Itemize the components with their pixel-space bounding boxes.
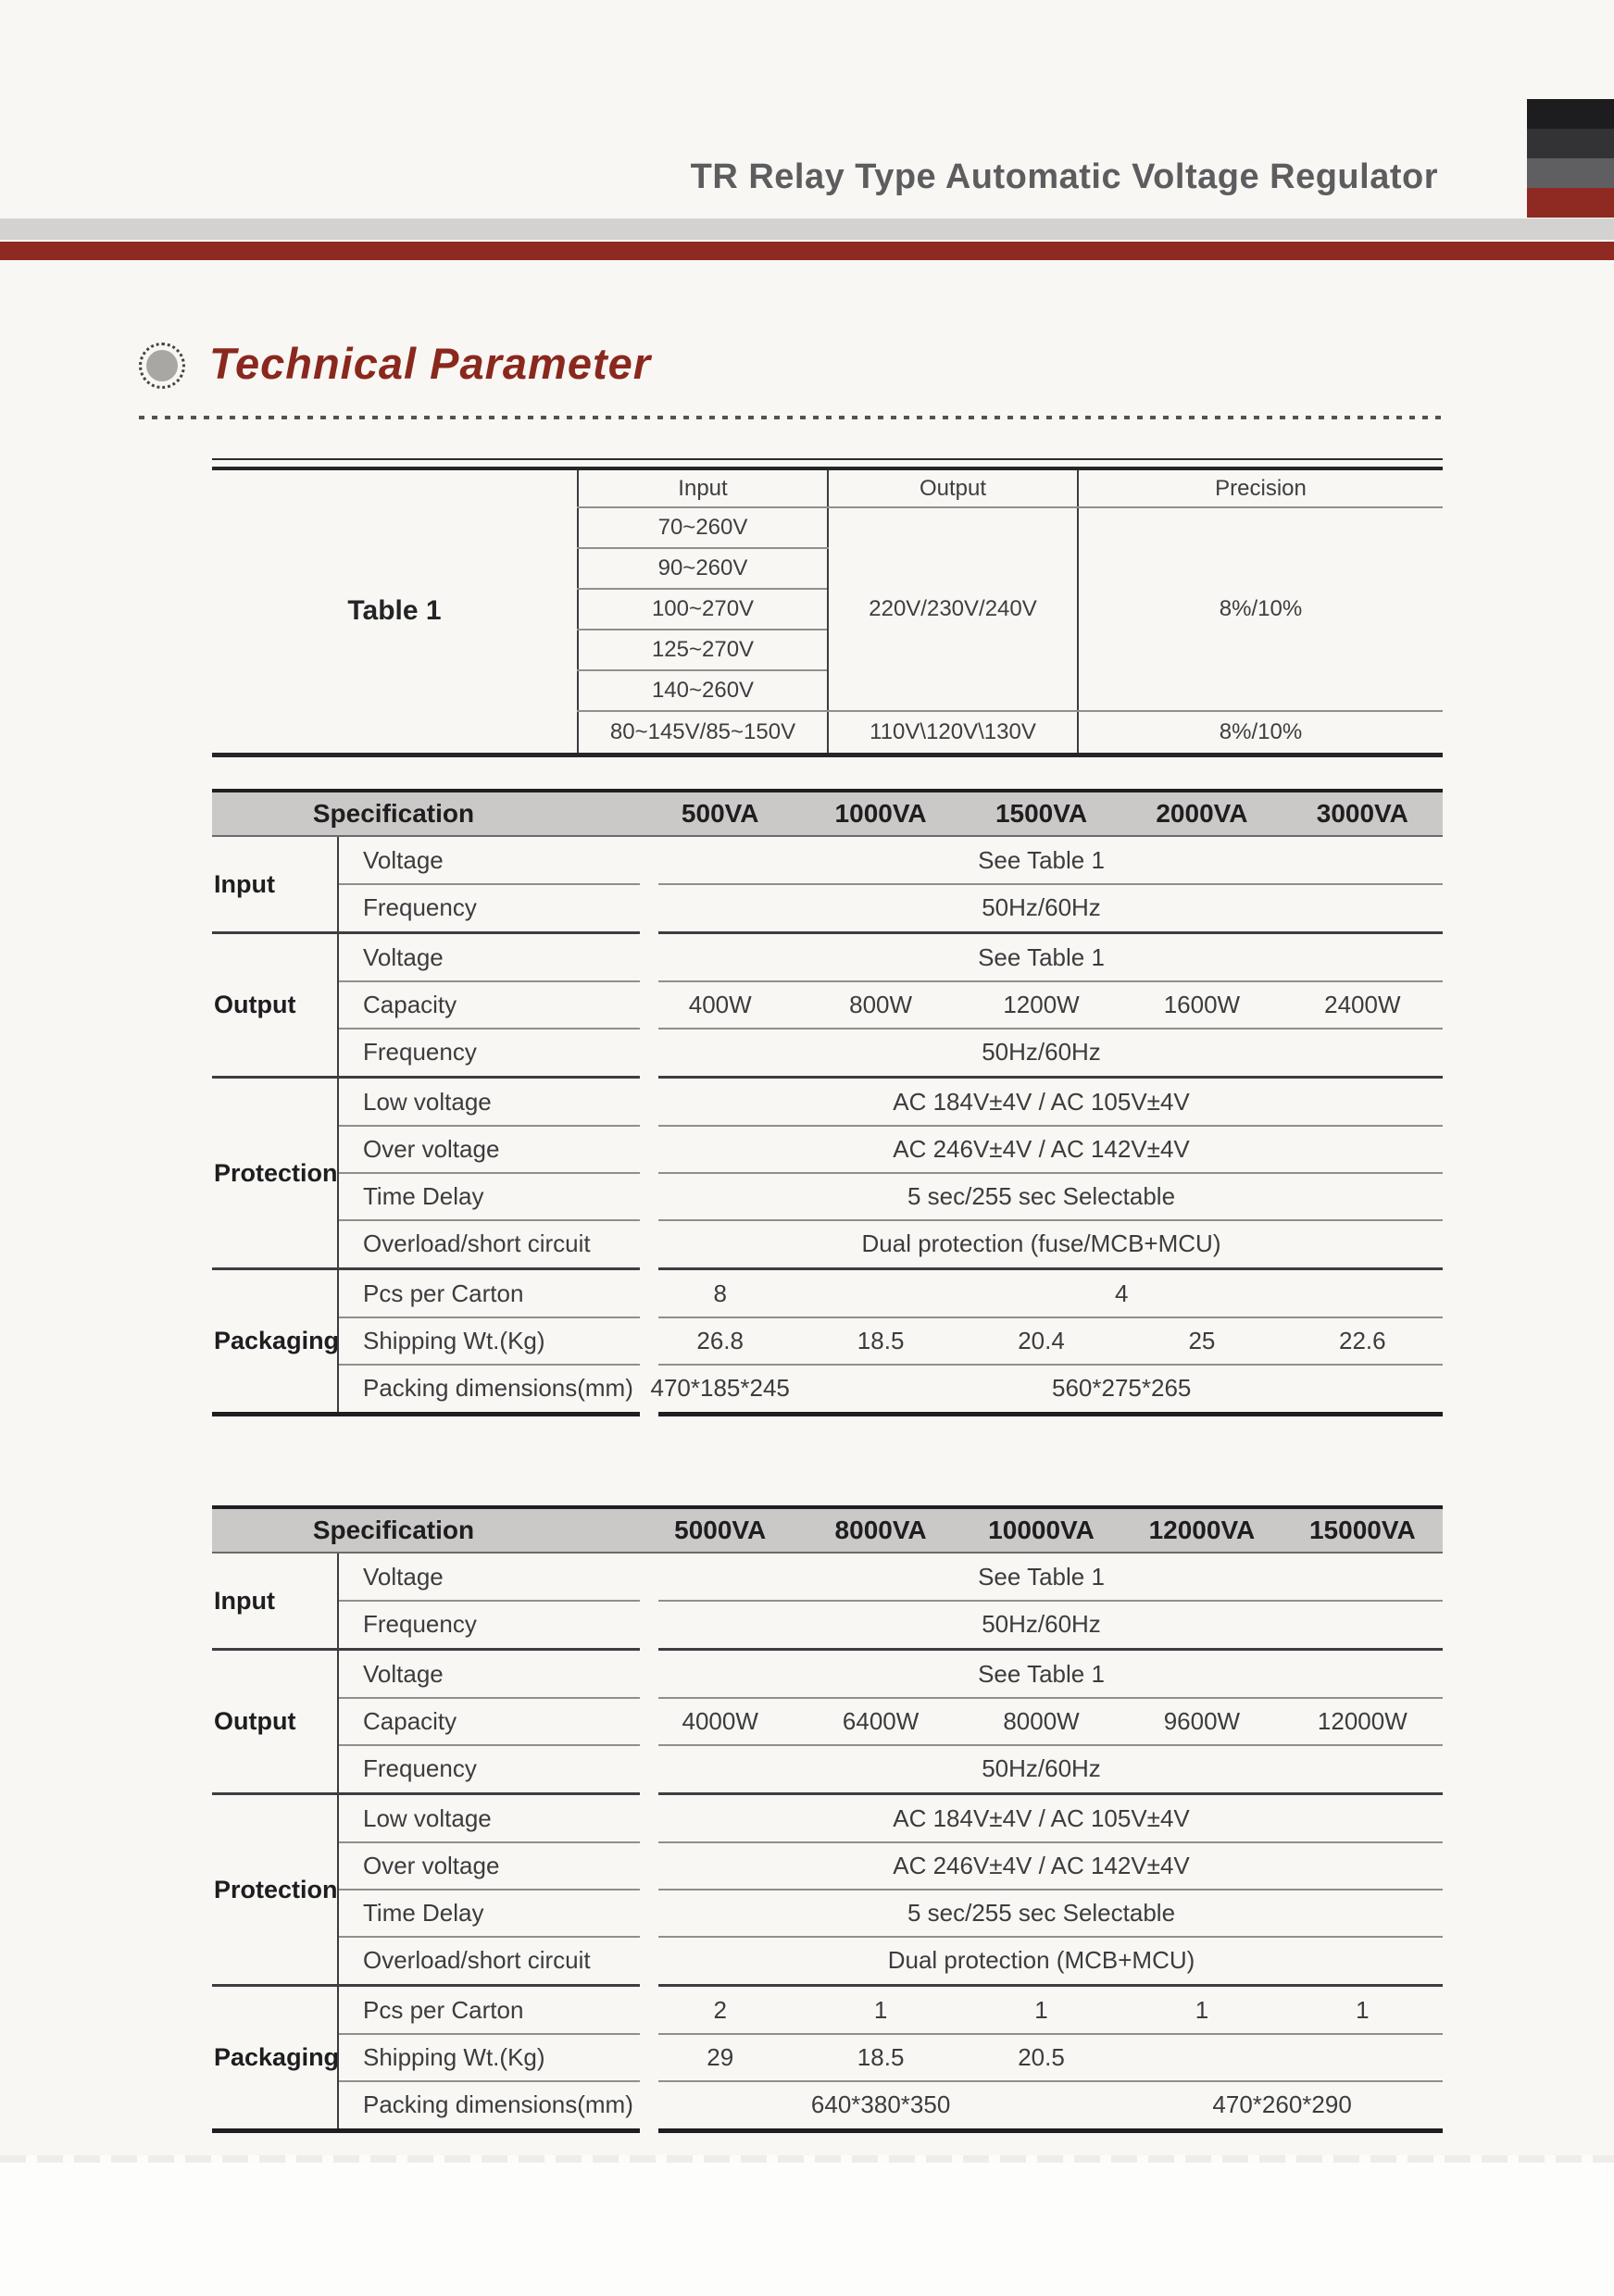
spec-row-label: Frequency bbox=[363, 1754, 477, 1782]
spec-group-label: Packaging bbox=[214, 2043, 340, 2071]
spec-row-values bbox=[640, 1079, 1443, 1126]
table1-output-cell: 110V\120V\130V bbox=[828, 711, 1078, 755]
table1-input-cell: 80~145V/85~150V bbox=[578, 711, 828, 755]
spec-row-label: Packing dimensions(mm) bbox=[363, 1374, 633, 1402]
spec-group-packaging bbox=[212, 1270, 1443, 1412]
spec-value-cell: AC 184V±4V / AC 105V±4V bbox=[893, 1088, 1190, 1116]
spec-group-input bbox=[212, 837, 1443, 931]
spec-row bbox=[339, 1842, 1443, 1890]
spec-value-cell: 4000W bbox=[682, 1707, 758, 1735]
spec-value-cell: See Table 1 bbox=[978, 846, 1105, 874]
page-bottom-edge bbox=[0, 2155, 1614, 2163]
table1-merged-output: 220V/230V/240V bbox=[828, 507, 1078, 711]
spec-group-label: Output bbox=[214, 991, 296, 1018]
spec-row-values bbox=[640, 1698, 1443, 1745]
spec-row bbox=[339, 837, 1443, 884]
spec-row-values bbox=[640, 1890, 1443, 1937]
spec-model-header: 15000VA bbox=[1308, 1516, 1416, 1544]
spec-row bbox=[339, 1126, 1443, 1173]
section-bullet-icon bbox=[139, 343, 185, 389]
table1-input-cell: 70~260V bbox=[578, 507, 828, 548]
spec-row bbox=[339, 2081, 1443, 2128]
spec-row bbox=[339, 1745, 1443, 1792]
spec-value-cell: 50Hz/60Hz bbox=[982, 893, 1101, 921]
spec-row-values bbox=[640, 2081, 1443, 2128]
spec-value-cell: 470*185*245 bbox=[650, 1374, 790, 1402]
spec-value-cell: Dual protection (fuse/MCB+MCU) bbox=[861, 1229, 1221, 1257]
spec-bottom-border bbox=[212, 2128, 1443, 2133]
spec-model-header: 1500VA bbox=[995, 799, 1088, 828]
spec-value-cell: 1 bbox=[1195, 1996, 1209, 2024]
spec-value-cell: 12000W bbox=[1317, 1707, 1408, 1735]
spec-row bbox=[339, 1937, 1443, 1984]
spec-group-rows bbox=[337, 1795, 1443, 1984]
spec-row-label: Time Delay bbox=[363, 1899, 484, 1927]
spec-row-label: Overload/short circuit bbox=[363, 1229, 591, 1257]
table1-input-cell: 140~260V bbox=[578, 670, 828, 711]
table1-col-header: Output bbox=[828, 468, 1078, 507]
spec-model-header: 1000VA bbox=[834, 799, 927, 828]
spec-table-5000va-15000va bbox=[212, 1505, 1443, 2133]
spec-row bbox=[339, 981, 1443, 1029]
spec-group-rows bbox=[337, 1651, 1443, 1792]
spec-row-label: Time Delay bbox=[363, 1182, 484, 1210]
spec-row-label: Frequency bbox=[363, 893, 477, 921]
spec-value-cell: 9600W bbox=[1163, 1707, 1241, 1735]
spec-value-cell: AC 246V±4V / AC 142V±4V bbox=[893, 1852, 1190, 1879]
accent-block-gray bbox=[1527, 158, 1614, 188]
spec-row-values bbox=[640, 981, 1443, 1029]
table1-input-cell: 100~270V bbox=[578, 589, 828, 630]
spec-value-cell: 8000W bbox=[1003, 1707, 1080, 1735]
spec-group-rows bbox=[337, 1079, 1443, 1267]
spec-group-rows bbox=[337, 837, 1443, 931]
spec-row-values bbox=[640, 1842, 1443, 1890]
spec-group-label: Output bbox=[214, 1707, 296, 1735]
spec-group-protection bbox=[212, 1795, 1443, 1984]
spec-row-values bbox=[640, 1795, 1443, 1842]
spec-header-label: Specification bbox=[312, 799, 475, 828]
table1-label: Table 1 bbox=[347, 595, 442, 627]
spec-row bbox=[339, 1601, 1443, 1648]
bullet-core bbox=[146, 350, 178, 381]
spec-model-header: 2000VA bbox=[1156, 799, 1248, 828]
spec-row-values bbox=[640, 934, 1443, 981]
table1-col-header: Precision bbox=[1078, 468, 1443, 507]
spec-row-label: Pcs per Carton bbox=[363, 1279, 524, 1307]
spec-group-label: Protection bbox=[214, 1875, 338, 1903]
spec-value-cell: 5 sec/255 sec Selectable bbox=[907, 1899, 1176, 1927]
spec-group-label: Input bbox=[214, 1586, 275, 1615]
spec-value-cell: 4 bbox=[1114, 1279, 1129, 1307]
spec-row bbox=[339, 884, 1443, 931]
spec-row-values bbox=[640, 884, 1443, 931]
spec-bottom-border bbox=[212, 1412, 1443, 1416]
spec-model-header: 12000VA bbox=[1148, 1516, 1256, 1544]
spec-row bbox=[339, 1698, 1443, 1745]
spec-row bbox=[339, 1987, 1443, 2034]
spec-value-cell: 470*260*290 bbox=[1212, 2090, 1352, 2118]
spec-row-label: Capacity bbox=[363, 991, 457, 1018]
spec-row bbox=[339, 1079, 1443, 1126]
spec-group-rows bbox=[337, 1554, 1443, 1648]
spec-group-label: Protection bbox=[214, 1158, 338, 1187]
spec-value-cell bbox=[1282, 2034, 1443, 2081]
spec-row-label: Over voltage bbox=[363, 1135, 500, 1163]
spec-value-cell: 8 bbox=[713, 1279, 727, 1307]
spec-value-cell: Dual protection (MCB+MCU) bbox=[887, 1946, 1195, 1974]
spec-value-cell: 800W bbox=[849, 991, 913, 1018]
spec-value-cell: 6400W bbox=[842, 1707, 920, 1735]
spec-row-label: Voltage bbox=[363, 846, 444, 874]
spec-header-bar bbox=[212, 1505, 1443, 1554]
spec-row-label: Over voltage bbox=[363, 1852, 500, 1879]
spec-row-values bbox=[640, 1651, 1443, 1698]
spec-row-values bbox=[640, 2034, 1443, 2081]
spec-row-values bbox=[640, 1126, 1443, 1173]
spec-value-cell: See Table 1 bbox=[978, 1660, 1105, 1688]
spec-row bbox=[339, 1554, 1443, 1601]
spec-value-cell: 25 bbox=[1188, 1327, 1216, 1354]
spec-value-cell: 1200W bbox=[1003, 991, 1080, 1018]
spec-row bbox=[339, 1317, 1443, 1365]
spec-row bbox=[339, 1890, 1443, 1937]
spec-value-cell: 50Hz/60Hz bbox=[982, 1038, 1101, 1066]
spec-model-header: 500VA bbox=[681, 799, 759, 828]
spec-row-values bbox=[640, 1554, 1443, 1601]
spec-group-protection bbox=[212, 1079, 1443, 1267]
spec-row-values bbox=[640, 1029, 1443, 1076]
spec-row-values bbox=[640, 837, 1443, 884]
spec-value-cell: 2400W bbox=[1324, 991, 1401, 1018]
spec-row bbox=[339, 1029, 1443, 1076]
spec-row-label: Shipping Wt.(Kg) bbox=[363, 2043, 545, 2071]
spec-value-cell: 20.4 bbox=[1018, 1327, 1065, 1354]
spec-row bbox=[339, 1795, 1443, 1842]
spec-group-output bbox=[212, 1651, 1443, 1792]
spec-model-header: 5000VA bbox=[674, 1516, 767, 1544]
spec-value-cell: 640*380*350 bbox=[810, 2090, 951, 2118]
spec-value-cell: 22.6 bbox=[1339, 1327, 1386, 1354]
spec-row bbox=[339, 1220, 1443, 1267]
spec-header-bar bbox=[212, 789, 1443, 837]
spec-row-label: Low voltage bbox=[363, 1804, 492, 1832]
section-heading: Technical Parameter bbox=[209, 339, 652, 388]
spec-value-cell: 50Hz/60Hz bbox=[982, 1754, 1101, 1782]
spec-row-label: Shipping Wt.(Kg) bbox=[363, 1327, 545, 1354]
spec-row-values bbox=[640, 1220, 1443, 1267]
spec-value-cell: 400W bbox=[688, 991, 752, 1018]
spec-row-values bbox=[640, 1987, 1443, 2034]
spec-value-cell: See Table 1 bbox=[978, 943, 1105, 971]
spec-value-cell: 1 bbox=[873, 1996, 888, 2024]
spec-row-label: Low voltage bbox=[363, 1088, 492, 1116]
spec-value-cell: AC 246V±4V / AC 142V±4V bbox=[893, 1135, 1190, 1163]
spec-value-cell: 5 sec/255 sec Selectable bbox=[907, 1182, 1176, 1210]
accent-block-black bbox=[1527, 99, 1614, 129]
spec-value-cell: 18.5 bbox=[857, 1327, 905, 1354]
spec-row-label: Packing dimensions(mm) bbox=[363, 2090, 633, 2118]
spec-row-label: Voltage bbox=[363, 943, 444, 971]
spec-row-label: Pcs per Carton bbox=[363, 1996, 524, 2024]
accent-block-darkgray bbox=[1527, 129, 1614, 158]
spec-value-cell: 1600W bbox=[1163, 991, 1241, 1018]
spec-model-headers bbox=[640, 1516, 1443, 1545]
spec-group-label: Packaging bbox=[214, 1327, 340, 1354]
spec-group-packaging bbox=[212, 1987, 1443, 2128]
spec-value-cell: 560*275*265 bbox=[1052, 1374, 1192, 1402]
spec-row-values bbox=[640, 1270, 1443, 1317]
spec-row-values bbox=[640, 1365, 1443, 1412]
spec-row bbox=[339, 2034, 1443, 2081]
spec-row-label: Capacity bbox=[363, 1707, 457, 1735]
header-gray-band bbox=[0, 218, 1614, 240]
spec-value-cell: 26.8 bbox=[696, 1327, 744, 1354]
spec-value-cell: See Table 1 bbox=[978, 1563, 1105, 1591]
spec-row-label: Frequency bbox=[363, 1610, 477, 1638]
spec-value-cell: 29 bbox=[707, 2043, 734, 2071]
spec-value-cell: 2 bbox=[713, 1996, 727, 2024]
spec-row-values bbox=[640, 1745, 1443, 1792]
spec-model-header: 10000VA bbox=[988, 1516, 1095, 1544]
spec-group-input bbox=[212, 1554, 1443, 1648]
spec-table-500va-3000va bbox=[212, 789, 1443, 1416]
table1-input-cell: 90~260V bbox=[578, 548, 828, 589]
table1-header-row bbox=[212, 468, 1443, 507]
spec-row-label: Overload/short circuit bbox=[363, 1946, 591, 1974]
spec-row-values bbox=[640, 1937, 1443, 1984]
spec-row-values bbox=[640, 1173, 1443, 1220]
spec-value-cell: 18.5 bbox=[857, 2043, 905, 2071]
spec-group-label: Input bbox=[214, 869, 275, 898]
section-dotted-divider bbox=[139, 416, 1446, 419]
spec-row-label: Voltage bbox=[363, 1660, 444, 1688]
spec-value-cell: 1 bbox=[1356, 1996, 1370, 2024]
corner-accent-blocks bbox=[1527, 99, 1614, 218]
spec-row bbox=[339, 1173, 1443, 1220]
table1 bbox=[212, 467, 1443, 757]
spec-model-header: 8000VA bbox=[834, 1516, 927, 1544]
spec-row-values bbox=[640, 1601, 1443, 1648]
spec-model-header: 3000VA bbox=[1316, 799, 1408, 828]
spec-row-values bbox=[640, 1317, 1443, 1365]
table1-col-header: Input bbox=[578, 468, 828, 507]
spec-row bbox=[339, 1365, 1443, 1412]
table1-precision-cell: 8%/10% bbox=[1078, 711, 1443, 755]
spec-value-cell: AC 184V±4V / AC 105V±4V bbox=[893, 1804, 1190, 1832]
spec-group-rows bbox=[337, 934, 1443, 1076]
spec-model-headers bbox=[640, 799, 1443, 829]
header-red-band bbox=[0, 242, 1614, 260]
page-title: TR Relay Type Automatic Voltage Regulator bbox=[690, 157, 1438, 196]
page-bottom-margin bbox=[0, 2163, 1614, 2296]
spec-row-label: Voltage bbox=[363, 1563, 444, 1591]
table1-input-cell: 125~270V bbox=[578, 630, 828, 670]
spec-row bbox=[339, 1270, 1443, 1317]
spec-group-rows bbox=[337, 1270, 1443, 1412]
spec-row bbox=[339, 934, 1443, 981]
accent-block-red bbox=[1527, 188, 1614, 218]
spec-value-cell: 1 bbox=[1034, 1996, 1048, 2024]
spec-header-label: Specification bbox=[312, 1516, 475, 1544]
table1-voltage-ranges bbox=[212, 458, 1443, 757]
table1-merged-precision: 8%/10% bbox=[1078, 507, 1443, 711]
spec-value-cell: 50Hz/60Hz bbox=[982, 1610, 1101, 1638]
table1-body bbox=[212, 468, 1443, 755]
spec-group-rows bbox=[337, 1987, 1443, 2128]
spec-row bbox=[339, 1651, 1443, 1698]
spec-value-cell: 20.5 bbox=[1018, 2043, 1065, 2071]
spec-row-label: Frequency bbox=[363, 1038, 477, 1066]
spec-group-output bbox=[212, 934, 1443, 1076]
spec-value-cell bbox=[1121, 2034, 1282, 2081]
